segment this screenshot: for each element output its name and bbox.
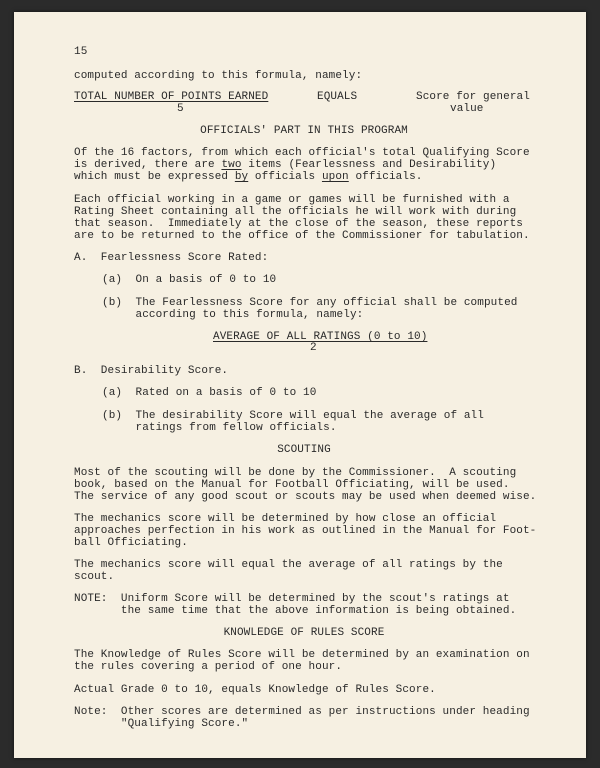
section-b-item-b: (b) The desirability Score will equal the average of all: [102, 410, 484, 422]
scouting-heading: SCOUTING: [277, 444, 331, 456]
formula-result-line2: value: [450, 103, 484, 115]
fearlessness-formula: AVERAGE OF ALL RATINGS (0 to 10): [213, 331, 428, 343]
formula-equals: EQUALS: [317, 91, 358, 103]
intro-line: computed according to this formula, namely:: [74, 70, 363, 82]
document-page: 15 computed according to this formula, namely: TOTAL NUMBER OF POINTS EARNED 5 EQUALS Score for general value OFFICIALS' PART IN THIS PROGRAM Of the 16 factors, from which each official's total Qualifying Score is derived, there are two items (Fearlessness and Desirability) which must be expressed by officials upon officials. Each official working in a game or games will be furnished with a Rating Sheet containing all the officials he will work with during that season. Immediately at the close of the season, these reports are to be returned to the office of the Commissioner for tabulation. A. Fearlessness Score Rated: (a) On a basis of 0 to 10 (b) The Fearlessness Score for any official shall be computed according to this formula, namely: AVERAGE OF ALL RATINGS (0 to 10) 2 B. Desirability Score. (a) Rated on a basis of 0 to 10 (b) The desirability Score will equal the average of all ratings from fellow officials. SCOUTING Most of the scouting will be done by the Commissioner. A scouting book, based on the Manual for Football Officiating, will be used. The service of any good scout or scouts may be used when deemed wise. The mechanics score will be determined by how close an official approaches perfection in his work as outlined in the Manual for Foot- ball Officiating. The mechanics score will equal the average of all ratings by the scout. NOTE: Uniform Score will be determined by the scout's ratings at the same time that the above information is being obtained. KNOWLEDGE OF RULES SCORE The Knowledge of Rules Score will be determined by an examination on the rules covering a period of one hour. Actual Grade 0 to 10, equals Knowledge of Rules Score. Note: Other scores are determined as per instructions under heading "Qualifying Score.": [14, 12, 586, 758]
section-a-item-a: (a) On a basis of 0 to 10: [102, 274, 277, 286]
formula-denominator: 5: [177, 103, 184, 115]
section-a-title: A. Fearlessness Score Rated:: [74, 252, 269, 264]
section-b-title: B. Desirability Score.: [74, 365, 229, 377]
rules-paragraph-2: Actual Grade 0 to 10, equals Knowledge of Rules Score.: [74, 684, 436, 696]
officials-heading: OFFICIALS' PART IN THIS PROGRAM: [200, 125, 408, 137]
fearlessness-formula-denominator: 2: [310, 342, 317, 354]
formula-result-line1: Score for general: [416, 91, 530, 103]
section-b-item-a: (a) Rated on a basis of 0 to 10: [102, 387, 317, 399]
rules-heading: KNOWLEDGE OF RULES SCORE: [223, 627, 385, 639]
section-a-item-b: (b) The Fearlessness Score for any official shall be computed: [102, 297, 518, 309]
formula-numerator: TOTAL NUMBER OF POINTS EARNED: [74, 91, 269, 103]
page-number: 15: [74, 46, 88, 58]
